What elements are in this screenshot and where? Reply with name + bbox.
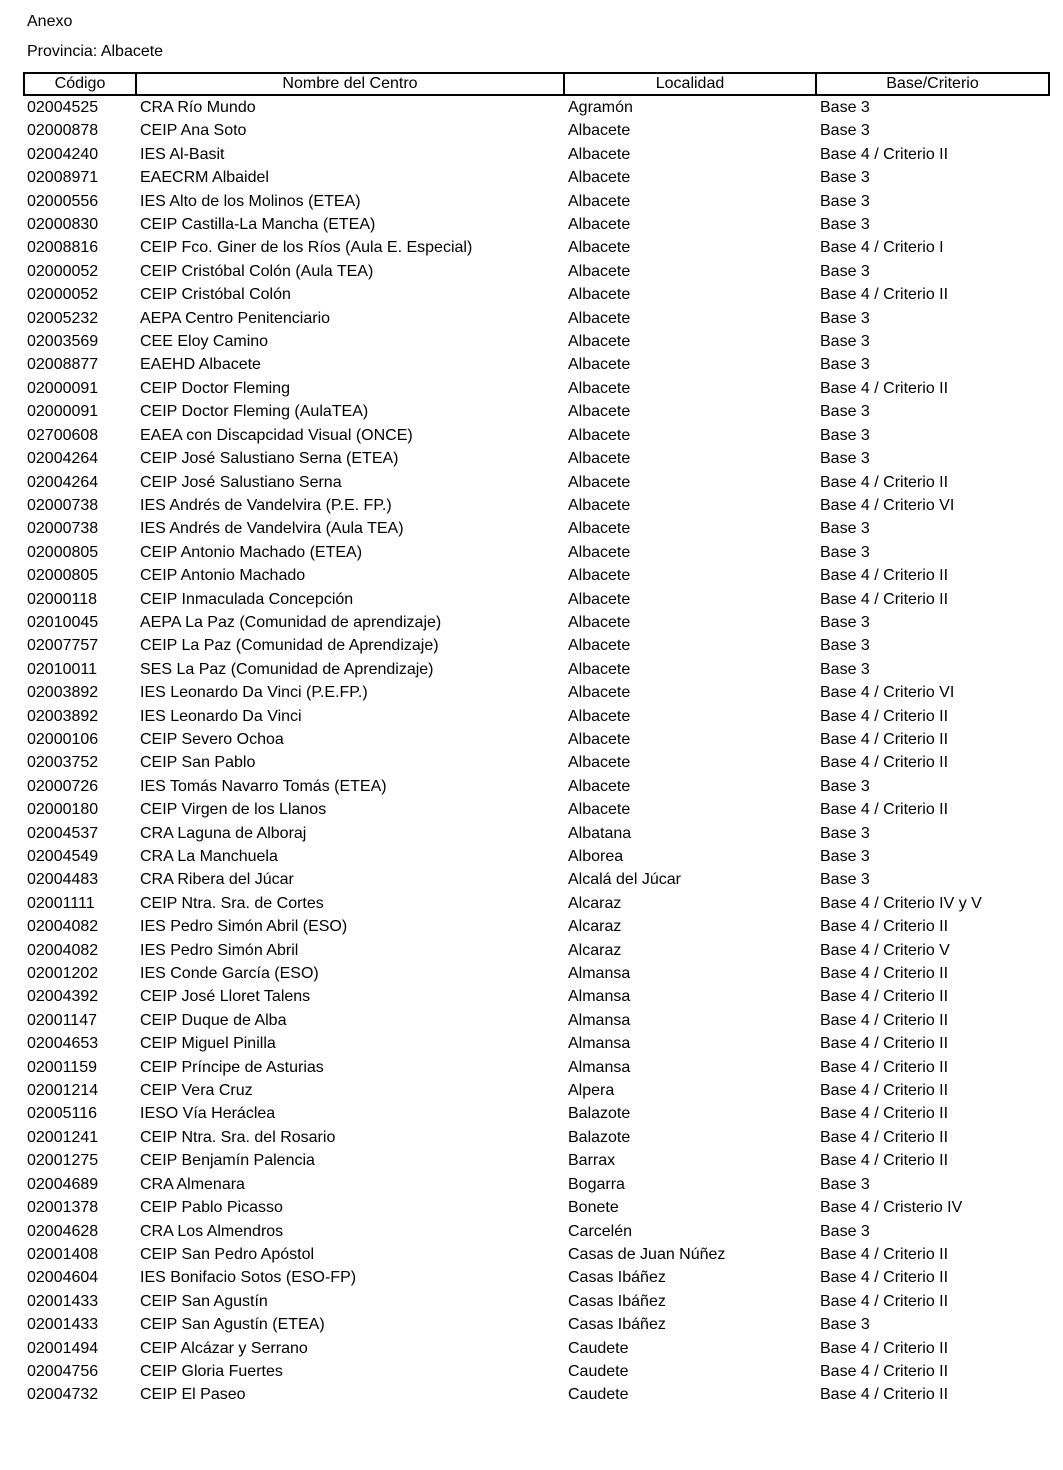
cell-localidad: Albacete: [568, 426, 631, 444]
cell-nombre: CEIP Miguel Pinilla: [140, 1035, 276, 1053]
cell-base-criterio: Base 4 / Criterio II: [820, 473, 949, 491]
table-row: [27, 588, 1047, 611]
cell-nombre: CRA Laguna de Alboraj: [140, 824, 307, 842]
cell-nombre: SES La Paz (Comunidad de Aprendizaje): [140, 660, 434, 678]
cell-base-criterio: Base 3: [820, 122, 870, 140]
table-row: [27, 377, 1047, 400]
cell-nombre: CRA Los Almendros: [140, 1222, 284, 1240]
table-row: [27, 1102, 1047, 1125]
table-row: [27, 1383, 1047, 1406]
table-row: [27, 1196, 1047, 1219]
table-row: [27, 939, 1047, 962]
cell-base-criterio: Base 4 / Criterio II: [820, 1035, 949, 1053]
cell-localidad: Albacete: [568, 450, 631, 468]
cell-localidad: Alborea: [568, 848, 624, 865]
cell-base-criterio: Base 4 / Criterio II: [820, 1105, 949, 1123]
cell-codigo: 02000830: [27, 216, 99, 234]
cell-nombre: CEIP La Paz (Comunidad de Aprendizaje): [140, 637, 439, 655]
table-row: [27, 868, 1047, 891]
cell-localidad: Albacete: [568, 590, 631, 608]
cell-localidad: Albacete: [568, 777, 631, 795]
cell-base-criterio: Base 4 / Criterio II: [820, 1339, 949, 1357]
cell-base-criterio: Base 4 / Criterio II: [820, 1269, 949, 1287]
table-row: [27, 353, 1047, 376]
table-row: [27, 1266, 1047, 1289]
cell-localidad: Casas de Juan Núñez: [568, 1245, 726, 1263]
cell-nombre: CEIP Duque de Alba: [140, 1011, 287, 1029]
cell-base-criterio: Base 4 / Criterio II: [820, 1292, 949, 1310]
cell-codigo: 02005116: [27, 1105, 97, 1123]
cell-localidad: Bonete: [568, 1199, 619, 1217]
cell-codigo: 02000106: [27, 730, 99, 748]
table-row: [27, 96, 1047, 119]
table-row: [27, 1290, 1047, 1313]
table-row: [27, 400, 1047, 423]
cell-localidad: Albacete: [568, 145, 631, 163]
table-row: [27, 1360, 1047, 1383]
table-row: [27, 1220, 1047, 1243]
cell-nombre: CEIP José Salustiano Serna (ETEA): [140, 450, 399, 468]
cell-nombre: EAEA con Discapcidad Visual (ONCE): [140, 426, 413, 444]
table-row: [27, 962, 1047, 985]
cell-nombre: AEPA La Paz (Comunidad de aprendizaje): [140, 613, 442, 631]
cell-codigo: 02001275: [27, 1152, 99, 1170]
cell-base-criterio: Base 3: [820, 1316, 870, 1334]
cell-nombre: CEIP José Lloret Talens: [140, 988, 311, 1006]
cell-base-criterio: Base 4 / Criterio II: [820, 1152, 949, 1170]
cell-base-criterio: Base 4 / Criterio IV y V: [820, 894, 982, 912]
cell-base-criterio: Base 4 / Criterio II: [820, 145, 949, 163]
cell-base-criterio: Base 4 / Criterio II: [820, 754, 949, 772]
cell-nombre: CRA Almenara: [140, 1175, 245, 1193]
header-base-criterio: Base/Criterio: [815, 72, 1050, 96]
cell-nombre: CEIP Pablo Picasso: [140, 1199, 283, 1217]
table-row: [27, 541, 1047, 564]
table-row: [27, 283, 1047, 306]
cell-codigo: 02000556: [27, 192, 99, 210]
province-label: Provincia: Albacete: [27, 43, 164, 60]
cell-nombre: AEPA Centro Penitenciario: [140, 309, 331, 327]
cell-localidad: Albacete: [568, 262, 631, 280]
cell-base-criterio: Base 4 / Criterio II: [820, 379, 949, 397]
cell-codigo: 02004756: [27, 1362, 99, 1380]
cell-nombre: IES Alto de los Molinos (ETEA): [140, 192, 361, 210]
cell-nombre: EAEHD Albacete: [140, 356, 261, 374]
cell-base-criterio: Base 4 / Criterio VI: [820, 684, 955, 702]
cell-nombre: IES Pedro Simón Abril: [140, 941, 299, 959]
cell-codigo: 02005232: [27, 309, 99, 327]
cell-localidad: Albacete: [568, 567, 631, 585]
cell-codigo: 02004689: [27, 1175, 99, 1193]
cell-nombre: CEIP Castilla-La Mancha (ETEA): [140, 216, 376, 234]
cell-localidad: Balazote: [568, 1128, 631, 1146]
cell-codigo: 02004082: [27, 941, 99, 959]
cell-codigo: 02001214: [27, 1082, 99, 1100]
cell-nombre: CEIP Ana Soto: [140, 122, 247, 140]
cell-nombre: CEIP Fco. Giner de los Ríos (Aula E. Especial): [140, 239, 473, 257]
cell-base-criterio: Base 4 / Criterio I: [820, 239, 944, 257]
table-row: [27, 1032, 1047, 1055]
cell-localidad: Almansa: [568, 1035, 631, 1053]
cell-codigo: 02000738: [27, 520, 99, 538]
table-row: [27, 143, 1047, 166]
cell-base-criterio: Base 4 / Criterio II: [820, 918, 949, 936]
cell-base-criterio: Base 3: [820, 262, 870, 280]
table-row: [27, 1009, 1047, 1032]
table-row: [27, 751, 1047, 774]
table-row: [27, 822, 1047, 845]
cell-base-criterio: Base 4 / Criterio II: [820, 567, 949, 585]
cell-localidad: Caudete: [568, 1339, 629, 1357]
cell-base-criterio: Base 3: [820, 403, 870, 421]
cell-codigo: 02004082: [27, 918, 99, 936]
cell-nombre: CEIP Cristóbal Colón (Aula TEA): [140, 262, 374, 280]
table-row: [27, 471, 1047, 494]
cell-localidad: Albacete: [568, 333, 631, 351]
cell-base-criterio: Base 4 / Criterio II: [820, 1011, 949, 1029]
table-row: [27, 564, 1047, 587]
table-row: [27, 330, 1047, 353]
cell-localidad: Albacete: [568, 496, 631, 514]
table-row: [27, 845, 1047, 868]
header-codigo: Código: [23, 72, 137, 96]
cell-nombre: IES Leonardo Da Vinci (P.E.FP.): [140, 684, 368, 702]
cell-codigo: 02000180: [27, 801, 99, 819]
cell-codigo: 02000091: [27, 403, 99, 421]
cell-codigo: 02000805: [27, 543, 99, 561]
table-row: [27, 307, 1047, 330]
cell-codigo: 02001159: [27, 1058, 97, 1076]
cell-base-criterio: Base 3: [820, 192, 870, 210]
table-row: [27, 775, 1047, 798]
cell-base-criterio: Base 3: [820, 426, 870, 444]
table-header: [23, 72, 1050, 96]
table-row: [27, 1056, 1047, 1079]
cell-localidad: Carcelén: [568, 1222, 633, 1240]
table-row: [27, 260, 1047, 283]
cell-base-criterio: Base 4 / Criterio II: [820, 1245, 949, 1263]
cell-localidad: Albacete: [568, 473, 631, 491]
cell-codigo: 02004525: [27, 99, 99, 116]
table-body: [27, 96, 1047, 1407]
cell-base-criterio: Base 4 / Criterio II: [820, 801, 949, 819]
cell-nombre: IES Bonifacio Sotos (ESO-FP): [140, 1269, 357, 1287]
cell-nombre: CRA La Manchuela: [140, 848, 278, 865]
cell-nombre: CEIP San Agustín: [140, 1292, 268, 1310]
document-title: Anexo: [27, 13, 73, 30]
cell-nombre: CEIP Ntra. Sra. del Rosario: [140, 1128, 336, 1146]
cell-codigo: 02001433: [27, 1316, 99, 1334]
cell-nombre: CEIP San Pablo: [140, 754, 256, 772]
cell-base-criterio: Base 4 / Criterio II: [820, 1386, 949, 1404]
table-row: [27, 1079, 1047, 1102]
cell-codigo: 02003892: [27, 684, 99, 702]
cell-nombre: IES Leonardo Da Vinci: [140, 707, 302, 725]
cell-localidad: Albacete: [568, 239, 631, 257]
cell-localidad: Alcaraz: [568, 941, 622, 959]
table-row: [27, 1149, 1047, 1172]
table-row: [27, 798, 1047, 821]
cell-localidad: Albacete: [568, 754, 631, 772]
cell-localidad: Bogarra: [568, 1175, 625, 1193]
cell-localidad: Albacete: [568, 169, 631, 187]
cell-codigo: 02700608: [27, 426, 99, 444]
cell-codigo: 02001241: [27, 1128, 99, 1146]
cell-base-criterio: Base 3: [820, 871, 870, 889]
cell-base-criterio: Base 3: [820, 520, 870, 538]
cell-base-criterio: Base 3: [820, 1222, 870, 1240]
cell-localidad: Balazote: [568, 1105, 631, 1123]
cell-codigo: 02004604: [27, 1269, 99, 1287]
cell-nombre: CEIP Alcázar y Serrano: [140, 1339, 308, 1357]
table-row: [27, 658, 1047, 681]
cell-base-criterio: Base 4 / Criterio II: [820, 988, 949, 1006]
table-row: [27, 728, 1047, 751]
header-localidad: Localidad: [563, 72, 817, 96]
cell-base-criterio: Base 3: [820, 613, 870, 631]
cell-codigo: 02000118: [27, 590, 97, 608]
cell-codigo: 02004392: [27, 988, 99, 1006]
table-row: [27, 447, 1047, 470]
cell-localidad: Albacete: [568, 192, 631, 210]
cell-base-criterio: Base 4 / Criterio II: [820, 1082, 949, 1100]
table-row: [27, 892, 1047, 915]
cell-codigo: 02004240: [27, 145, 99, 163]
table-row: [27, 1126, 1047, 1149]
cell-base-criterio: Base 4 / Criterio II: [820, 1128, 949, 1146]
cell-base-criterio: Base 3: [820, 824, 870, 842]
cell-localidad: Albacete: [568, 286, 631, 304]
cell-nombre: CEIP Antonio Machado (ETEA): [140, 543, 363, 561]
cell-codigo: 02010011: [27, 660, 97, 678]
cell-base-criterio: Base 3: [820, 848, 870, 865]
cell-codigo: 02000805: [27, 567, 99, 585]
cell-codigo: 02000052: [27, 286, 99, 304]
cell-localidad: Agramón: [568, 99, 633, 116]
cell-base-criterio: Base 3: [820, 543, 870, 561]
cell-codigo: 02001202: [27, 965, 99, 983]
cell-nombre: CEIP San Pedro Apóstol: [140, 1245, 315, 1263]
cell-base-criterio: Base 3: [820, 169, 870, 187]
table-row: [27, 166, 1047, 189]
cell-localidad: Caudete: [568, 1362, 629, 1380]
cell-localidad: Albacete: [568, 684, 631, 702]
cell-localidad: Alpera: [568, 1082, 615, 1100]
cell-localidad: Albatana: [568, 824, 632, 842]
cell-nombre: CEIP Antonio Machado: [140, 567, 306, 585]
cell-nombre: CEIP El Paseo: [140, 1386, 246, 1404]
cell-base-criterio: Base 3: [820, 216, 870, 234]
table-row: [27, 1173, 1047, 1196]
cell-nombre: CEIP Doctor Fleming: [140, 379, 290, 397]
cell-codigo: 02000726: [27, 777, 99, 795]
cell-localidad: Albacete: [568, 122, 631, 140]
cell-base-criterio: Base 4 / Criterio VI: [820, 496, 955, 514]
cell-nombre: CEIP Doctor Fleming (AulaTEA): [140, 403, 369, 421]
table-row: [27, 611, 1047, 634]
cell-localidad: Alcaraz: [568, 918, 622, 936]
cell-nombre: IESO Vía Heráclea: [140, 1105, 276, 1123]
cell-codigo: 02010045: [27, 613, 99, 631]
table-row: [27, 634, 1047, 657]
cell-nombre: CRA Río Mundo: [140, 99, 256, 116]
cell-localidad: Albacete: [568, 403, 631, 421]
cell-localidad: Albacete: [568, 379, 631, 397]
cell-nombre: CEIP Virgen de los Llanos: [140, 801, 327, 819]
table-row: [27, 915, 1047, 938]
cell-base-criterio: Base 3: [820, 450, 870, 468]
cell-codigo: 02004264: [27, 473, 99, 491]
cell-base-criterio: Base 3: [820, 1175, 870, 1193]
table-row: [27, 494, 1047, 517]
cell-codigo: 02008877: [27, 356, 99, 374]
cell-codigo: 02007757: [27, 637, 99, 655]
cell-base-criterio: Base 4 / Criterio II: [820, 707, 949, 725]
cell-codigo: 02003752: [27, 754, 99, 772]
cell-base-criterio: Base 3: [820, 777, 870, 795]
cell-codigo: 02004549: [27, 848, 99, 865]
table-row: [27, 119, 1047, 142]
cell-localidad: Almansa: [568, 965, 631, 983]
cell-codigo: 02000052: [27, 262, 99, 280]
cell-nombre: CEIP Benjamín Palencia: [140, 1152, 315, 1170]
cell-nombre: CEIP Príncipe de Asturias: [140, 1058, 324, 1076]
cell-codigo: 02003569: [27, 333, 99, 351]
cell-codigo: 02004653: [27, 1035, 99, 1053]
cell-localidad: Albacete: [568, 543, 631, 561]
cell-codigo: 02004537: [27, 824, 99, 842]
cell-codigo: 02004732: [27, 1386, 99, 1404]
cell-nombre: CEIP San Agustín (ETEA): [140, 1316, 325, 1334]
cell-codigo: 02000091: [27, 379, 99, 397]
table-row: [27, 213, 1047, 236]
cell-base-criterio: Base 4 / Criterio II: [820, 965, 949, 983]
cell-nombre: IES Pedro Simón Abril (ESO): [140, 918, 348, 936]
cell-nombre: CEIP Inmaculada Concepción: [140, 590, 354, 608]
cell-codigo: 02001378: [27, 1199, 99, 1217]
cell-base-criterio: Base 3: [820, 99, 870, 116]
cell-base-criterio: Base 4 / Criterio II: [820, 730, 949, 748]
table-row: [27, 705, 1047, 728]
cell-localidad: Casas Ibáñez: [568, 1292, 666, 1310]
cell-localidad: Barrax: [568, 1152, 616, 1170]
cell-localidad: Albacete: [568, 730, 631, 748]
cell-localidad: Albacete: [568, 356, 631, 374]
table-row: [27, 1243, 1047, 1266]
cell-nombre: CEIP Severo Ochoa: [140, 730, 284, 748]
cell-nombre: CEIP Gloria Fuertes: [140, 1362, 283, 1380]
cell-nombre: IES Conde García (ESO): [140, 965, 319, 983]
cell-localidad: Albacete: [568, 309, 631, 327]
cell-codigo: 02000738: [27, 496, 99, 514]
cell-codigo: 02004483: [27, 871, 99, 889]
cell-codigo: 02004628: [27, 1222, 99, 1240]
cell-localidad: Albacete: [568, 613, 631, 631]
cell-base-criterio: Base 4 / Criterio II: [820, 286, 949, 304]
cell-codigo: 02001408: [27, 1245, 99, 1263]
cell-base-criterio: Base 3: [820, 333, 870, 351]
table-row: [27, 236, 1047, 259]
cell-base-criterio: Base 3: [820, 660, 870, 678]
cell-base-criterio: Base 3: [820, 637, 870, 655]
cell-localidad: Almansa: [568, 988, 631, 1006]
cell-localidad: Albacete: [568, 801, 631, 819]
cell-nombre: IES Al-Basit: [140, 145, 225, 163]
cell-base-criterio: Base 4 / Criterio II: [820, 1362, 949, 1380]
table-row: [27, 681, 1047, 704]
cell-base-criterio: Base 3: [820, 309, 870, 327]
table-row: [27, 424, 1047, 447]
cell-nombre: CEIP José Salustiano Serna: [140, 473, 342, 491]
cell-base-criterio: Base 4 / Criterio V: [820, 941, 950, 959]
cell-base-criterio: Base 3: [820, 356, 870, 374]
table-row: [27, 190, 1047, 213]
cell-localidad: Almansa: [568, 1058, 631, 1076]
cell-nombre: CEIP Ntra. Sra. de Cortes: [140, 894, 324, 912]
cell-localidad: Casas Ibáñez: [568, 1269, 666, 1287]
cell-nombre: CEIP Cristóbal Colón: [140, 286, 291, 304]
cell-localidad: Alcaraz: [568, 894, 622, 912]
cell-localidad: Almansa: [568, 1011, 631, 1029]
cell-nombre: EAECRM Albaidel: [140, 169, 269, 187]
cell-nombre: CEIP Vera Cruz: [140, 1082, 253, 1100]
header-nombre-centro: Nombre del Centro: [135, 72, 565, 96]
cell-codigo: 02001494: [27, 1339, 99, 1357]
cell-localidad: Alcalá del Júcar: [568, 871, 681, 889]
cell-localidad: Albacete: [568, 660, 631, 678]
cell-nombre: IES Andrés de Vandelvira (P.E. FP.): [140, 496, 392, 514]
table-row: [27, 517, 1047, 540]
cell-codigo: 02004264: [27, 450, 99, 468]
cell-codigo: 02000878: [27, 122, 99, 140]
cell-localidad: Caudete: [568, 1386, 629, 1404]
table-row: [27, 985, 1047, 1008]
cell-localidad: Albacete: [568, 637, 631, 655]
cell-codigo: 02003892: [27, 707, 99, 725]
cell-nombre: IES Tomás Navarro Tomás (ETEA): [140, 777, 387, 795]
cell-localidad: Albacete: [568, 707, 631, 725]
cell-localidad: Albacete: [568, 216, 631, 234]
cell-base-criterio: Base 4 / Criterio II: [820, 590, 949, 608]
cell-codigo: 02001433: [27, 1292, 99, 1310]
table-row: [27, 1313, 1047, 1336]
cell-base-criterio: Base 4 / Cristerio IV: [820, 1199, 963, 1217]
cell-codigo: 02001111: [27, 894, 95, 912]
table-row: [27, 1337, 1047, 1360]
cell-localidad: Casas Ibáñez: [568, 1316, 666, 1334]
cell-nombre: CRA Ribera del Júcar: [140, 871, 294, 889]
cell-codigo: 02008971: [27, 169, 99, 187]
cell-localidad: Albacete: [568, 520, 631, 538]
cell-nombre: IES Andrés de Vandelvira (Aula TEA): [140, 520, 404, 538]
cell-codigo: 02001147: [27, 1011, 97, 1029]
cell-nombre: CEE Eloy Camino: [140, 333, 269, 351]
cell-codigo: 02008816: [27, 239, 99, 257]
cell-base-criterio: Base 4 / Criterio II: [820, 1058, 949, 1076]
